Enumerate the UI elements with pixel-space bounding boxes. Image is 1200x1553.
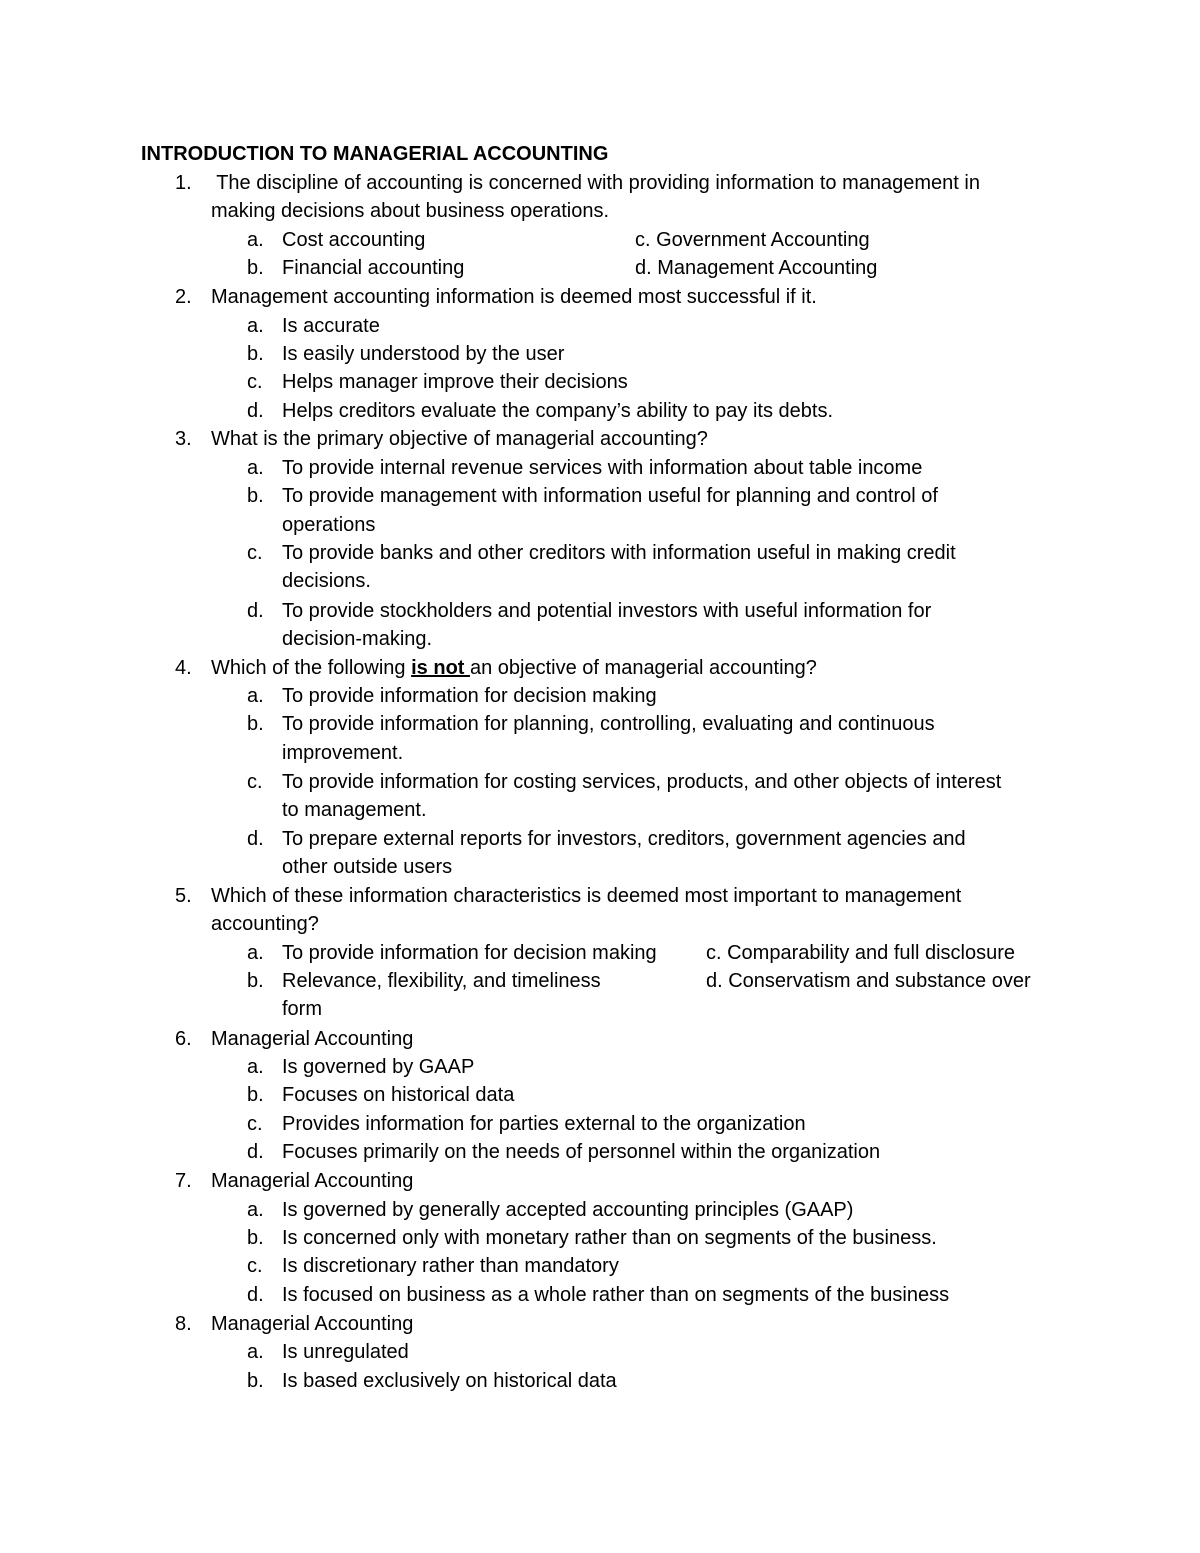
option-text: To provide information for costing services, products, and other objects of interest [282,771,1002,793]
option-row [0,1338,1200,1366]
option-text-cont: form [282,998,322,1020]
option-text-cont: to management. [282,799,427,821]
option-letter: d. [247,1284,264,1306]
option-row [0,1081,1200,1109]
option-letter: a. [247,942,264,964]
question-4 [0,654,1200,682]
question-6 [0,1025,1200,1053]
option-letter: c. [247,1113,263,1135]
option-text: To provide information for decision making [282,685,657,707]
question-5-cont [0,910,1200,938]
question-1 [0,169,1200,197]
option-letter: a. [247,457,264,479]
option-text: d. Management Accounting [635,257,878,279]
option-row [0,340,1200,368]
option-row-cont [0,739,1200,767]
question-number: 7. [175,1170,192,1192]
option-text: Focuses on historical data [282,1084,515,1106]
option-text: Is based exclusively on historical data [282,1370,617,1392]
option-letter: d. [247,1141,264,1163]
question-7 [0,1167,1200,1195]
option-row [0,597,1200,625]
question-text: Managerial Accounting [211,1170,414,1192]
option-text: To provide information for decision making [282,942,657,964]
option-letter: b. [247,713,264,735]
question-3 [0,425,1200,453]
option-row-cont [0,796,1200,824]
option-row [0,1053,1200,1081]
option-row [0,939,1200,967]
option-row-cont [0,995,1200,1023]
option-text: Is focused on business as a whole rather than on segments of the business [282,1284,950,1306]
question-text-cont: accounting? [211,913,319,935]
option-letter: d. [247,600,264,622]
option-text: To provide information for planning, controlling, evaluating and continuous [282,713,935,735]
option-row [0,1138,1200,1166]
question-text: Management accounting information is deemed most successful if it. [211,286,817,308]
option-text-cont: decision-making. [282,628,433,650]
page-title: INTRODUCTION TO MANAGERIAL ACCOUNTING [141,143,609,165]
option-row-cont [0,567,1200,595]
question-text: The discipline of accounting is concerned with providing information to management in [211,172,980,194]
option-letter: c. [247,542,263,564]
option-row [0,768,1200,796]
option-text-cont: other outside users [282,856,453,878]
option-row [0,254,1200,282]
option-letter: a. [247,229,264,251]
option-text: Financial accounting [282,257,465,279]
option-row [0,1196,1200,1224]
question-number: 3. [175,428,192,450]
emphasis-text: is not [411,657,470,679]
question-number: 6. [175,1028,192,1050]
question-number: 8. [175,1313,192,1335]
question-text-cont: making decisions about business operations. [211,200,610,222]
option-text: Is accurate [282,315,380,337]
option-text: Is concerned only with monetary rather than on segments of the business. [282,1227,937,1249]
option-text: c. Comparability and full disclosure [706,942,1016,964]
question-1-cont [0,197,1200,225]
option-letter: c. [247,1255,263,1277]
option-text: Relevance, flexibility, and timeliness [282,970,601,992]
option-text: To provide internal revenue services with information about table income [282,457,923,479]
option-letter: b. [247,485,264,507]
option-text-cont: improvement. [282,742,404,764]
option-row [0,1252,1200,1280]
question-text: Managerial Accounting [211,1313,414,1335]
question-8 [0,1310,1200,1338]
option-letter: d. [247,400,264,422]
option-text: Is governed by generally accepted accounting principles (GAAP) [282,1199,854,1221]
option-text: Helps manager improve their decisions [282,371,628,393]
option-text: Is governed by GAAP [282,1056,475,1078]
option-text-cont: decisions. [282,570,371,592]
question-text-start: Which of the following [211,657,412,679]
question-5 [0,882,1200,910]
option-text: To provide stockholders and potential investors with useful information for [282,600,932,622]
option-letter: b. [247,343,264,365]
option-row [0,397,1200,425]
option-row [0,967,1200,995]
option-letter: a. [247,315,264,337]
option-row [0,1281,1200,1309]
question-number: 4. [175,657,192,679]
option-letter: a. [247,1056,264,1078]
option-text: Is unregulated [282,1341,409,1363]
option-text: Helps creditors evaluate the company’s ability to pay its debts. [282,400,834,422]
option-text: Provides information for parties external to the organization [282,1113,806,1135]
option-letter: c. [247,771,263,793]
question-text [211,654,817,682]
option-text: To provide banks and other creditors with information useful in making credit [282,542,956,564]
option-letter: c. [247,371,263,393]
option-row [0,1367,1200,1395]
option-row [0,368,1200,396]
option-text-cont: operations [282,514,376,536]
question-text: Which of these information characteristics is deemed most important to management [211,885,962,907]
option-letter: a. [247,1341,264,1363]
option-letter: b. [247,1227,264,1249]
option-text: c. Government Accounting [635,229,870,251]
option-letter: b. [247,1084,264,1106]
option-row-cont [0,625,1200,653]
question-text-end: an objective of managerial accounting? [470,657,817,679]
option-letter: a. [247,685,264,707]
option-row [0,825,1200,853]
option-letter: a. [247,1199,264,1221]
question-number: 2. [175,286,192,308]
option-row [0,312,1200,340]
option-row [0,226,1200,254]
option-letter: b. [247,1370,264,1392]
option-text: Is discretionary rather than mandatory [282,1255,619,1277]
option-row-cont [0,511,1200,539]
question-number: 5. [175,885,192,907]
question-number: 1. [175,172,192,194]
option-letter: b. [247,257,264,279]
option-row [0,539,1200,567]
question-text: What is the primary objective of managerial accounting? [211,428,708,450]
option-letter: b. [247,970,264,992]
option-text: To provide management with information useful for planning and control of [282,485,938,507]
option-text: Cost accounting [282,229,426,251]
option-row [0,1224,1200,1252]
option-letter: d. [247,828,264,850]
question-text: Managerial Accounting [211,1028,414,1050]
option-text: Is easily understood by the user [282,343,565,365]
option-text: d. Conservatism and substance over [706,970,1031,992]
option-row-cont [0,853,1200,881]
option-row [0,682,1200,710]
option-row [0,710,1200,738]
question-2 [0,283,1200,311]
option-row [0,1110,1200,1138]
option-text: Focuses primarily on the needs of personnel within the organization [282,1141,881,1163]
option-row [0,454,1200,482]
option-text: To prepare external reports for investors, creditors, government agencies and [282,828,966,850]
option-row [0,482,1200,510]
